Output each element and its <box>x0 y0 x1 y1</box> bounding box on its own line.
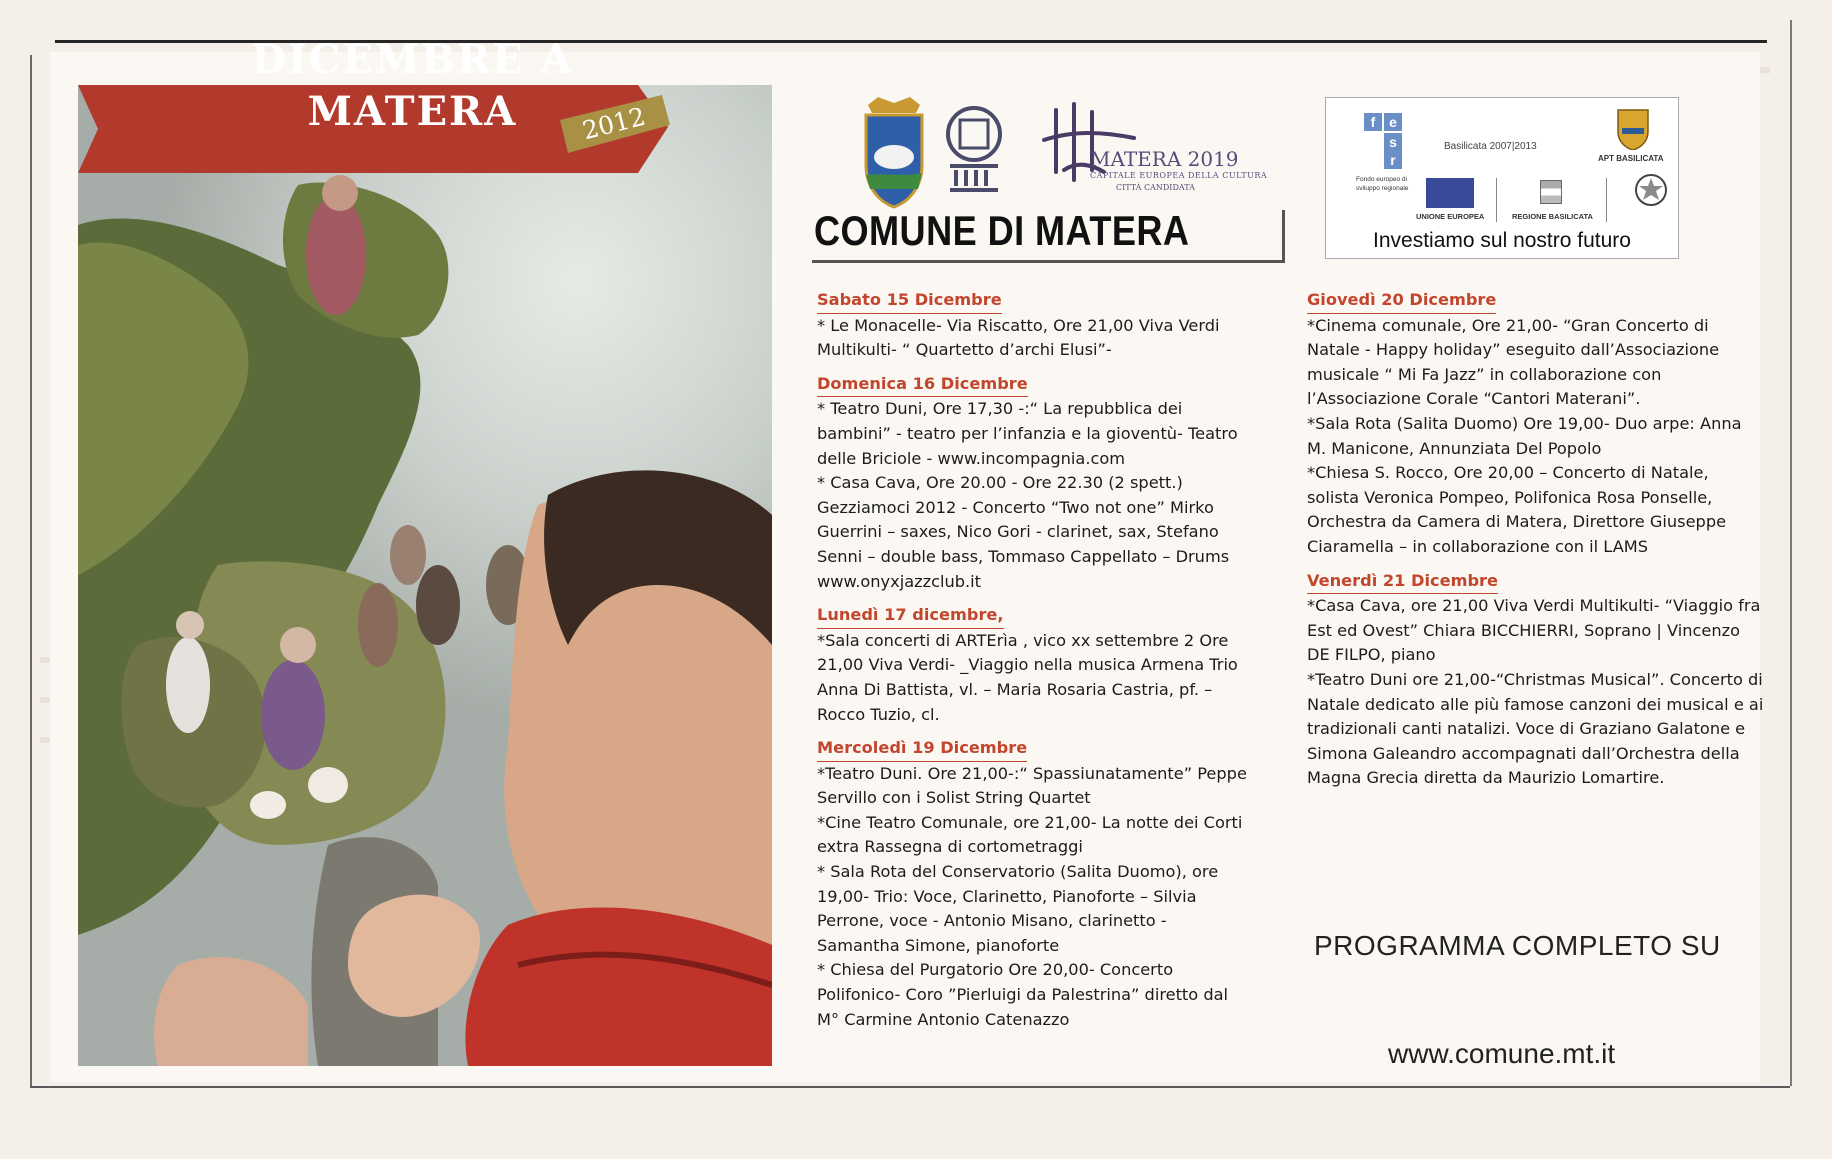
matera2019-name: MATERA 2019 <box>1090 147 1239 171</box>
event-day: Domenica 16 Dicembre <box>817 372 1028 398</box>
event-text: * Teatro Duni, Ore 17,30 -:“ La repubblica dei bambini” - teatro per l’infanzia e la gioventù- Teatro delle Briciole - www.incompagnia.com <box>817 399 1238 468</box>
eu-label: UNIONE EUROPEA <box>1416 212 1485 221</box>
unesco-icon <box>944 102 1004 194</box>
event-text: * Casa Cava, Ore 20.00 - Ore 22.30 (2 spett.) Gezziamoci 2012 - Concerto “Two not one” Mirko Guerrini – saxes, Nico Gori - clarinet, sax, Stefano Senni – double bass, Tommaso Cappellato – Drums <box>817 473 1230 566</box>
fesr-slogan: Investiamo sul nostro futuro <box>1373 229 1631 252</box>
frame-bottom-rule <box>30 1086 1790 1088</box>
apt-basilicata-icon <box>1616 106 1650 150</box>
fesr-letter: e <box>1384 113 1402 131</box>
apt-label: APT BASILICATA <box>1598 154 1664 163</box>
matera2019-candidate: CITTÀ CANDIDATA <box>1116 183 1195 192</box>
nativity-photo <box>78 85 772 1066</box>
event-text: *Cine Teatro Comunale, ore 21,00- La notte dei Corti extra Rassegna di cortometraggi <box>817 812 1243 857</box>
event-text: * Sala Rota del Conservatorio (Salita Duomo), ore 19,00- Trio: Voce, Clarinetto, Pianoforte – Silvia Perrone, voce - Antonio Misano, clarinetto - Samantha Simone, pianoforte <box>817 862 1219 955</box>
banner-year: 2012 <box>579 101 649 146</box>
event-text: *Teatro Duni ore 21,00-“Christmas Musical”. Concerto di Natale dedicato alle più famose canzoni dei musical e ai tradizionali canti natalizi. Voce di Graziano Galatone e Simona Galeandro accompagnati dall’Orchestra della Magna Grecia diretta da Maurizio Lomartire. <box>1307 669 1764 788</box>
frame-left-rule <box>30 55 32 1086</box>
fesr-period: Basilicata 2007|2013 <box>1444 141 1537 152</box>
event-text: * Chiesa del Purgatorio Ore 20,00- Concerto Polifonico- Coro ”Pierluigi da Palestrina” diretto dal M° Carmine Antonio Catenazzo <box>817 960 1229 1029</box>
event-text: * Le Monacelle- Via Riscatto, Ore 21,00 Viva Verdi Multikulti- “ Quartetto d’archi Elusi”- <box>817 315 1220 360</box>
event-day: Giovedì 20 Dicembre <box>1307 288 1496 314</box>
comune-title: COMUNE DI MATERA <box>814 207 1190 254</box>
fesr-box <box>1325 97 1679 259</box>
eu-flag-icon <box>1426 178 1474 208</box>
event-text: *Chiesa S. Rocco, Ore 20,00 – Concerto di Natale, solista Veronica Pompeo, Polifonica Rosa Ponselle, Orchestra da Camera di Matera, Direttore Giuseppe Ciaramella – in collaborazione con il LAMS <box>1307 463 1727 556</box>
website-link[interactable]: www.comune.mt.it <box>1388 1038 1616 1069</box>
event-day: Mercoledì 19 Dicembre <box>817 736 1027 762</box>
fesr-logo <box>1364 112 1404 168</box>
repubblica-italiana-icon <box>1634 172 1668 212</box>
fesr-letter: s <box>1384 133 1402 151</box>
event-day: Lunedì 17 dicembre, <box>817 603 1004 629</box>
frame-right-rule <box>1790 20 1792 1086</box>
event-text: www.onyxjazzclub.it <box>817 571 982 591</box>
fesr-letter: f <box>1364 113 1382 131</box>
program-column-2 <box>1307 288 1765 791</box>
event-text: *Sala concerti di ARTErìa , vico xx settembre 2 Ore 21,00 Viva Verdi- _Viaggio nella musica Armena Trio Anna Di Battista, vl. – Maria Rosaria Castria, pf. –Rocco Tuzio, cl. <box>817 630 1238 724</box>
event-text: *Cinema comunale, Ore 21,00- “Gran Concerto di Natale - Happy holiday” eseguito dall’Associazione musicale “ Mi Fa Jazz” in collaborazione con l’Associazione Corale “Cantori Materani”. <box>1307 315 1720 409</box>
fondo-label: Fondo europeo di sviluppo regionale <box>1356 176 1409 192</box>
event-text: *Teatro Duni. Ore 21,00-:“ Spassiunatamente” Peppe Servillo con i Solist String Quartet <box>817 763 1247 808</box>
event-day: Sabato 15 Dicembre <box>817 288 1002 314</box>
crest-icon <box>858 95 930 210</box>
programma-completo-label: PROGRAMMA COMPLETO SU <box>1314 930 1721 961</box>
program-column-1 <box>817 288 1253 1032</box>
banner-title: DICEMBRE A MATERA <box>251 36 574 135</box>
event-day: Venerdì 21 Dicembre <box>1307 569 1498 595</box>
regione-basilicata-icon <box>1540 180 1562 204</box>
event-text: *Casa Cava, ore 21,00 Viva Verdi Multikulti- “Viaggio fra Est ed Ovest” Chiara BICCHIERRI, Soprano | Vincenzo DE FILPO, piano <box>1307 596 1761 665</box>
event-text: *Sala Rota (Salita Duomo) Ore 19,00- Duo arpe: Anna M. Manicone, Annunziata Del Popolo <box>1307 413 1742 458</box>
region-label: REGIONE BASILICATA <box>1512 212 1593 221</box>
fesr-separator <box>1606 178 1607 222</box>
matera2019-subtitle: CAPITALE EUROPEA DELLA CULTURA <box>1090 171 1268 180</box>
fesr-letter: r <box>1384 151 1402 169</box>
fesr-separator <box>1496 178 1497 222</box>
